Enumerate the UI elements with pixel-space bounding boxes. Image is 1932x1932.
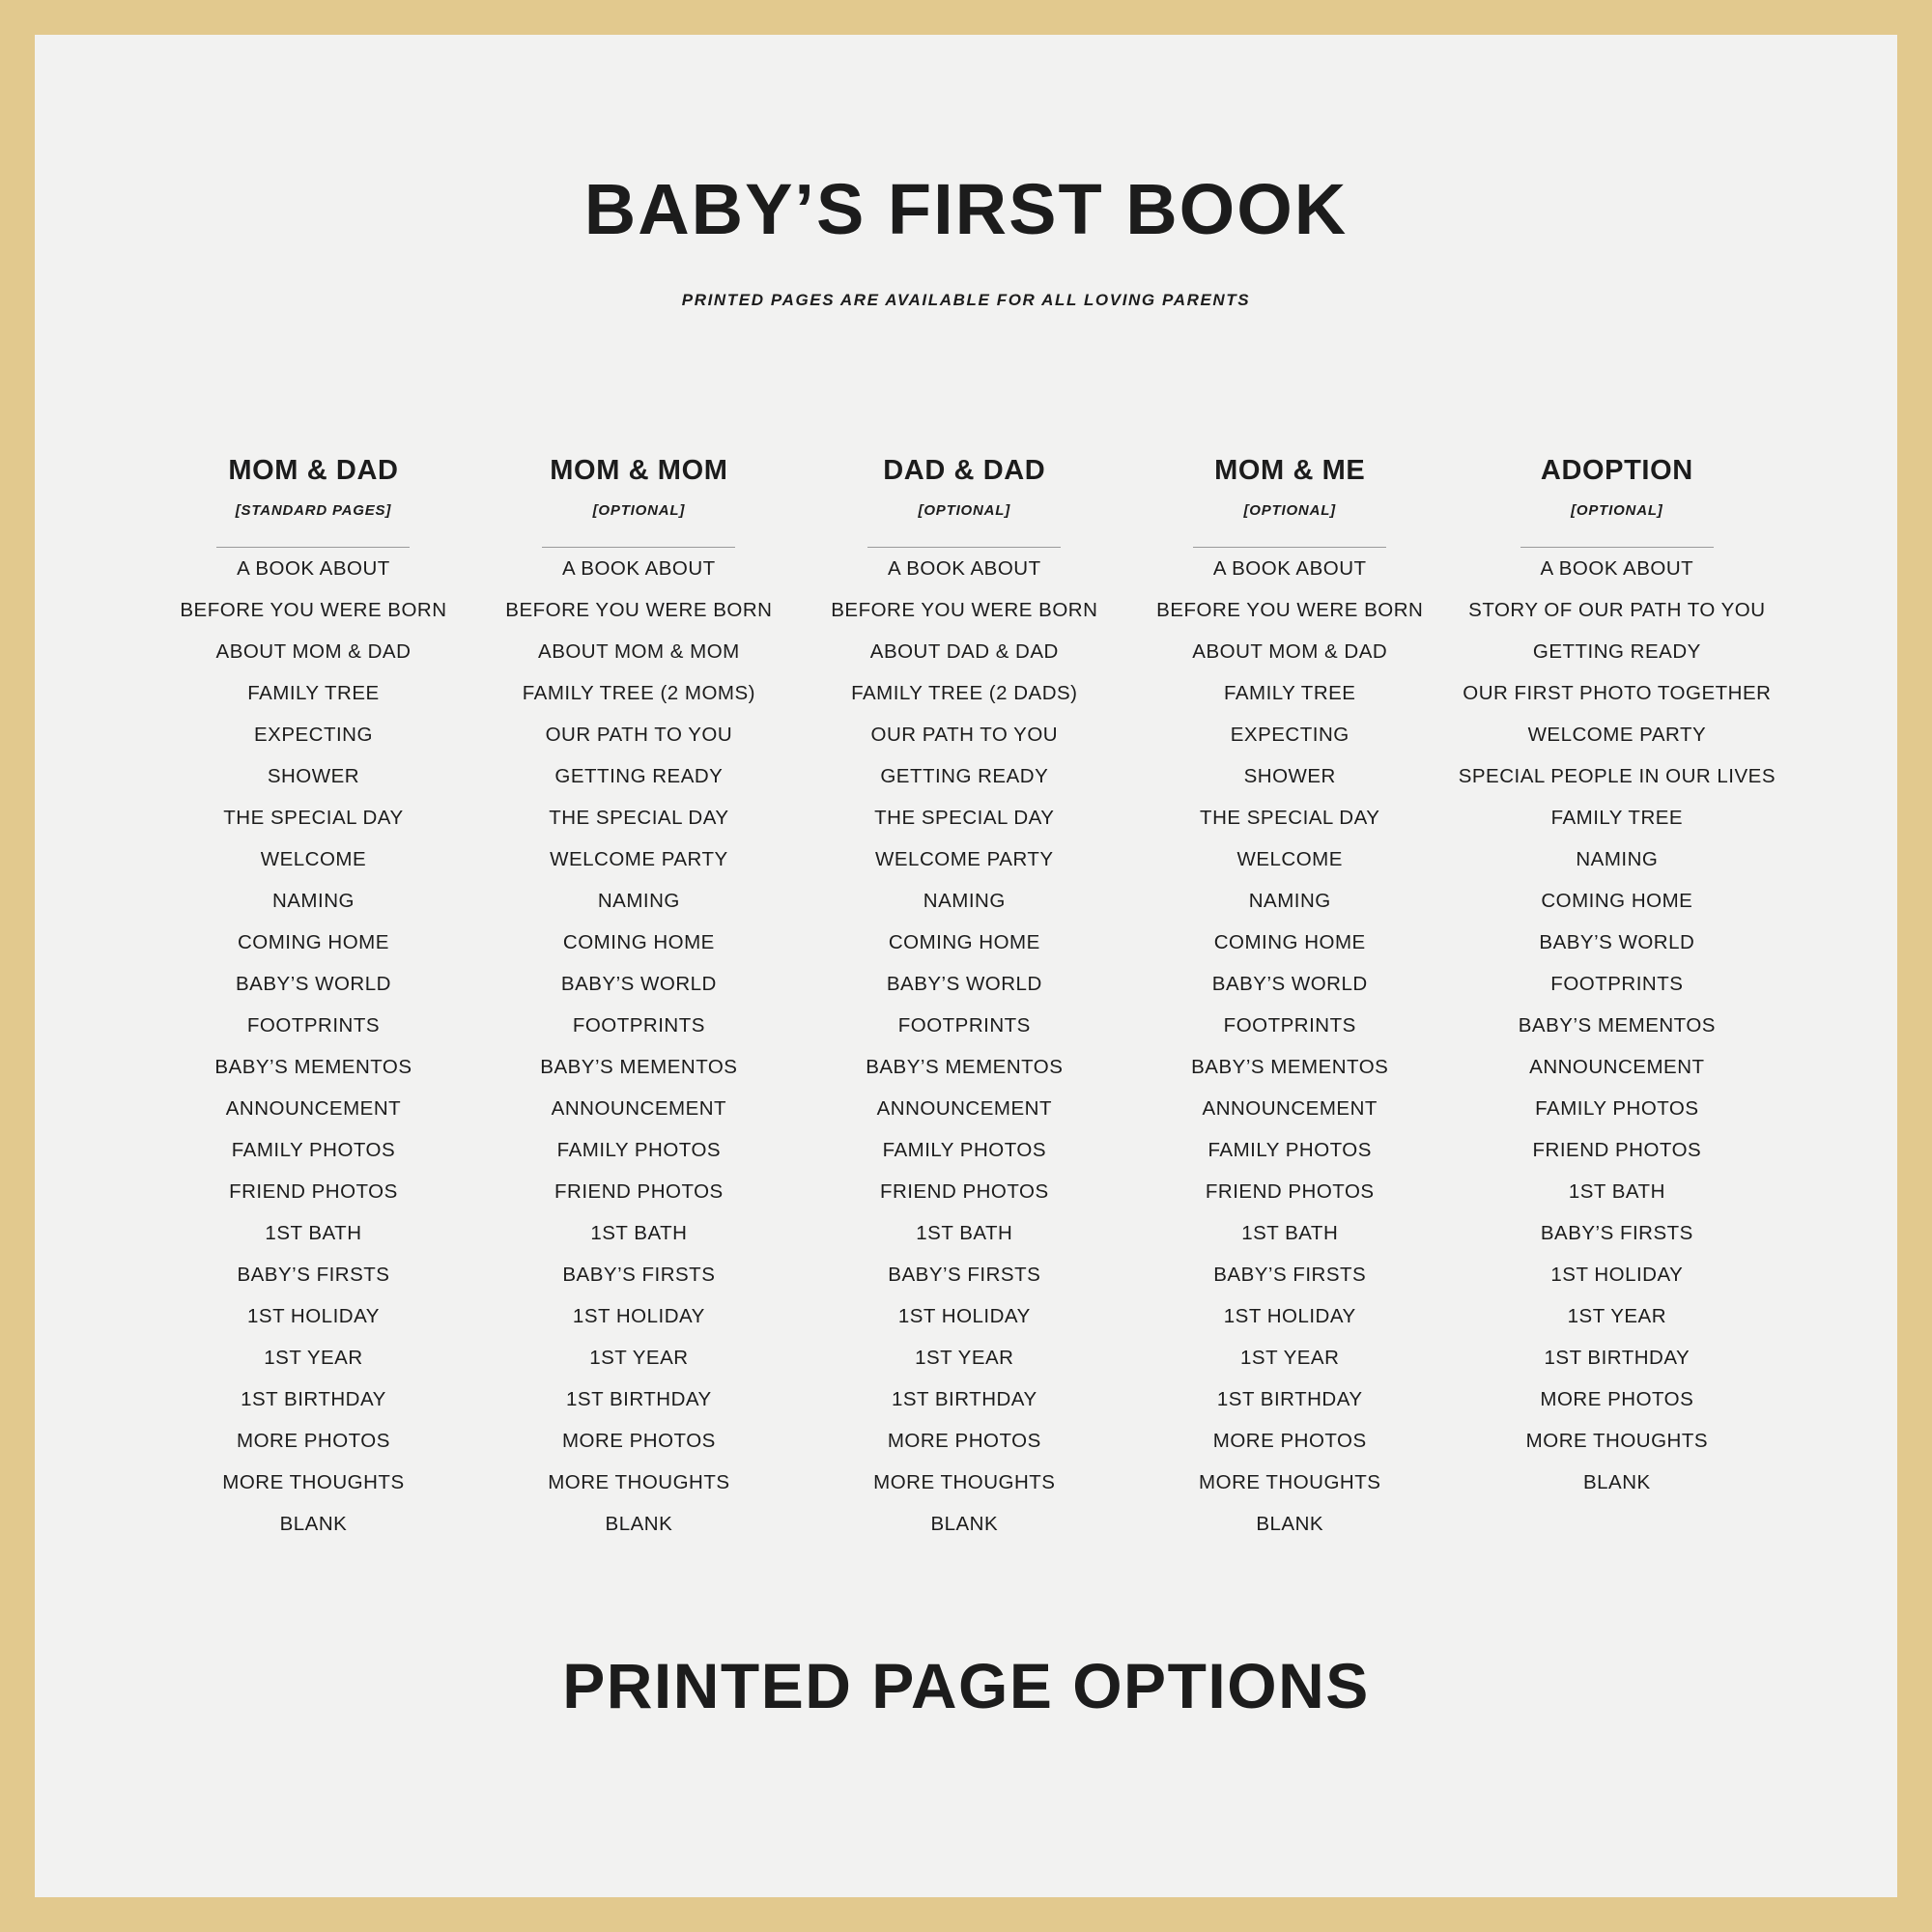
list-item: MORE PHOTOS [1540, 1388, 1694, 1411]
column-dad-and-dad [802, 455, 1127, 1545]
column-note: [OPTIONAL] [1243, 502, 1336, 520]
list-item: FRIEND PHOTOS [1532, 1139, 1702, 1162]
list-item: BABY’S FIRSTS [562, 1264, 716, 1287]
list-item: BABY’S FIRSTS [237, 1264, 390, 1287]
list-item: FOOTPRINTS [246, 1014, 381, 1037]
column-mom-and-dad [151, 455, 476, 1545]
list-item: WELCOME [260, 848, 367, 871]
list-item: FOOTPRINTS [572, 1014, 705, 1037]
list-item: FRIEND PHOTOS [554, 1180, 724, 1204]
column-mom-and-me [1127, 455, 1453, 1545]
list-item: MORE PHOTOS [1212, 1430, 1367, 1453]
list-item: BLANK [605, 1513, 673, 1536]
list-item: MORE THOUGHTS [873, 1471, 1056, 1494]
list-item: 1ST BATH [916, 1222, 1013, 1245]
list-item: WELCOME PARTY [550, 848, 728, 871]
list-item: OUR PATH TO YOU [545, 724, 733, 747]
list-item: A BOOK ABOUT [1540, 557, 1694, 581]
list-item: A BOOK ABOUT [887, 557, 1041, 581]
list-item: COMING HOME [1213, 931, 1366, 954]
list-item: GETTING READY [554, 765, 724, 788]
list-item: EXPECTING [1230, 724, 1350, 747]
list-item: GETTING READY [880, 765, 1049, 788]
list-item: THE SPECIAL DAY [1200, 807, 1380, 830]
list-item: MORE PHOTOS [887, 1430, 1041, 1453]
page-list-mom-and-me [1133, 548, 1447, 1545]
list-item: 1ST HOLIDAY [572, 1305, 705, 1328]
list-item: FOOTPRINTS [897, 1014, 1031, 1037]
list-item: 1ST YEAR [589, 1347, 689, 1370]
list-item: BABY’S FIRSTS [1213, 1264, 1367, 1287]
list-item: BABY’S WORLD [1539, 931, 1695, 954]
page-options-columns [35, 455, 1897, 1545]
list-item: SPECIAL PEOPLE IN OUR LIVES [1458, 765, 1776, 788]
list-item: BEFORE YOU WERE BORN [180, 599, 447, 622]
list-item: BEFORE YOU WERE BORN [505, 599, 773, 622]
column-note: [OPTIONAL] [1571, 502, 1663, 520]
footer-title: PRINTED PAGE OPTIONS [562, 1650, 1370, 1722]
list-item: FAMILY TREE [247, 682, 380, 705]
list-item: MORE THOUGHTS [1199, 1471, 1381, 1494]
list-item: SHOWER [267, 765, 360, 788]
list-item: ABOUT DAD & DAD [869, 640, 1059, 664]
poster-footer [35, 1649, 1897, 1722]
list-item: COMING HOME [1541, 890, 1693, 913]
list-item: ANNOUNCEMENT [1202, 1097, 1378, 1121]
list-item: BABY’S MEMENTOS [866, 1056, 1064, 1079]
list-item: FAMILY PHOTOS [231, 1139, 396, 1162]
list-item: 1ST BIRTHDAY [891, 1388, 1037, 1411]
page-list-adoption [1459, 548, 1776, 1503]
list-item: NAMING [1576, 848, 1659, 871]
list-item: 1ST HOLIDAY [1223, 1305, 1356, 1328]
list-item: THE SPECIAL DAY [874, 807, 1055, 830]
list-item: BLANK [930, 1513, 999, 1536]
page-title: BABY’S FIRST BOOK [583, 169, 1349, 249]
list-item: OUR PATH TO YOU [870, 724, 1059, 747]
column-title: MOM & DAD [228, 455, 399, 487]
list-item: BABY’S WORLD [1211, 973, 1368, 996]
poster-header [35, 35, 1897, 310]
page-list-mom-and-dad [156, 548, 470, 1545]
list-item: NAMING [1248, 890, 1331, 913]
list-item: 1ST HOLIDAY [247, 1305, 380, 1328]
list-item: WELCOME PARTY [1527, 724, 1707, 747]
list-item: EXPECTING [253, 724, 373, 747]
list-item: BABY’S MEMENTOS [540, 1056, 738, 1079]
list-item: ABOUT MOM & MOM [538, 640, 740, 664]
list-item: MORE THOUGHTS [1525, 1430, 1709, 1453]
list-item: FAMILY PHOTOS [1208, 1139, 1372, 1162]
column-adoption [1453, 455, 1781, 1503]
list-item: FAMILY PHOTOS [1535, 1097, 1699, 1121]
list-item: FRIEND PHOTOS [879, 1180, 1049, 1204]
list-item: FRIEND PHOTOS [229, 1180, 398, 1204]
list-item: 1ST HOLIDAY [897, 1305, 1031, 1328]
list-item: FAMILY PHOTOS [882, 1139, 1047, 1162]
list-item: BABY’S MEMENTOS [1191, 1056, 1389, 1079]
page-subtitle: PRINTED PAGES ARE AVAILABLE FOR ALL LOVING PARENTS [681, 291, 1251, 310]
page-list-mom-and-mom [482, 548, 796, 1545]
list-item: 1ST BIRTHDAY [1216, 1388, 1363, 1411]
column-title: MOM & MOM [550, 455, 728, 487]
list-item: NAMING [597, 890, 680, 913]
list-item: MORE THOUGHTS [548, 1471, 730, 1494]
list-item: WELCOME [1236, 848, 1343, 871]
poster-page [35, 35, 1897, 1897]
list-item: 1ST BIRTHDAY [566, 1388, 712, 1411]
list-item: GETTING READY [1532, 640, 1701, 664]
list-item: BABY’S WORLD [236, 973, 391, 996]
list-item: SHOWER [1243, 765, 1336, 788]
list-item: 1ST BATH [590, 1222, 688, 1245]
list-item: STORY OF OUR PATH TO YOU [1468, 599, 1766, 622]
list-item: COMING HOME [237, 931, 389, 954]
list-item: A BOOK ABOUT [237, 557, 390, 581]
list-item: A BOOK ABOUT [562, 557, 716, 581]
list-item: ABOUT MOM & DAD [215, 640, 412, 664]
column-note: [STANDARD PAGES] [235, 502, 392, 520]
column-title: ADOPTION [1540, 455, 1693, 487]
list-item: OUR FIRST PHOTO TOGETHER [1463, 682, 1772, 705]
list-item: BLANK [1582, 1471, 1651, 1494]
list-item: THE SPECIAL DAY [223, 807, 404, 830]
list-item: 1ST YEAR [915, 1347, 1014, 1370]
list-item: BABY’S FIRSTS [1540, 1222, 1693, 1245]
list-item: 1ST BATH [265, 1222, 362, 1245]
list-item: ANNOUNCEMENT [551, 1097, 727, 1121]
list-item: FAMILY PHOTOS [556, 1139, 722, 1162]
list-item: 1ST BIRTHDAY [1544, 1347, 1690, 1370]
list-item: MORE PHOTOS [237, 1430, 390, 1453]
list-item: 1ST YEAR [1567, 1305, 1667, 1328]
list-item: BABY’S MEMENTOS [214, 1056, 412, 1079]
list-item: FAMILY TREE (2 MOMS) [522, 682, 755, 705]
list-item: ANNOUNCEMENT [876, 1097, 1052, 1121]
list-item: BABY’S FIRSTS [888, 1264, 1041, 1287]
page-list-dad-and-dad [808, 548, 1122, 1545]
list-item: A BOOK ABOUT [1212, 557, 1367, 581]
list-item: 1ST BATH [1568, 1180, 1665, 1204]
list-item: MORE THOUGHTS [222, 1471, 405, 1494]
column-title: MOM & ME [1214, 455, 1366, 487]
list-item: BABY’S MEMENTOS [1518, 1014, 1716, 1037]
list-item: BEFORE YOU WERE BORN [831, 599, 1098, 622]
list-item: BABY’S WORLD [560, 973, 717, 996]
list-item: 1ST BATH [1241, 1222, 1339, 1245]
list-item: BEFORE YOU WERE BORN [1156, 599, 1424, 622]
list-item: COMING HOME [562, 931, 715, 954]
list-item: ABOUT MOM & DAD [1192, 640, 1388, 664]
list-item: MORE PHOTOS [561, 1430, 716, 1453]
list-item: 1ST HOLIDAY [1550, 1264, 1684, 1287]
list-item: FAMILY TREE [1550, 807, 1684, 830]
list-item: 1ST YEAR [1240, 1347, 1340, 1370]
column-note: [OPTIONAL] [592, 502, 686, 520]
column-mom-and-mom [476, 455, 802, 1545]
list-item: BABY’S WORLD [886, 973, 1042, 996]
list-item: FAMILY TREE (2 DADS) [851, 682, 1078, 705]
list-item: 1ST YEAR [264, 1347, 363, 1370]
list-item: COMING HOME [888, 931, 1040, 954]
list-item: FRIEND PHOTOS [1205, 1180, 1375, 1204]
list-item: ANNOUNCEMENT [225, 1097, 402, 1121]
list-item: FOOTPRINTS [1550, 973, 1684, 996]
list-item: BLANK [279, 1513, 348, 1536]
list-item: NAMING [271, 890, 355, 913]
list-item: 1ST BIRTHDAY [241, 1388, 386, 1411]
column-note: [OPTIONAL] [918, 502, 1011, 520]
list-item: ANNOUNCEMENT [1529, 1056, 1705, 1079]
list-item: FAMILY TREE [1223, 682, 1356, 705]
list-item: FOOTPRINTS [1223, 1014, 1356, 1037]
list-item: THE SPECIAL DAY [549, 807, 729, 830]
list-item: WELCOME PARTY [875, 848, 1054, 871]
column-title: DAD & DAD [883, 455, 1046, 487]
list-item: BLANK [1256, 1513, 1324, 1536]
list-item: NAMING [923, 890, 1006, 913]
